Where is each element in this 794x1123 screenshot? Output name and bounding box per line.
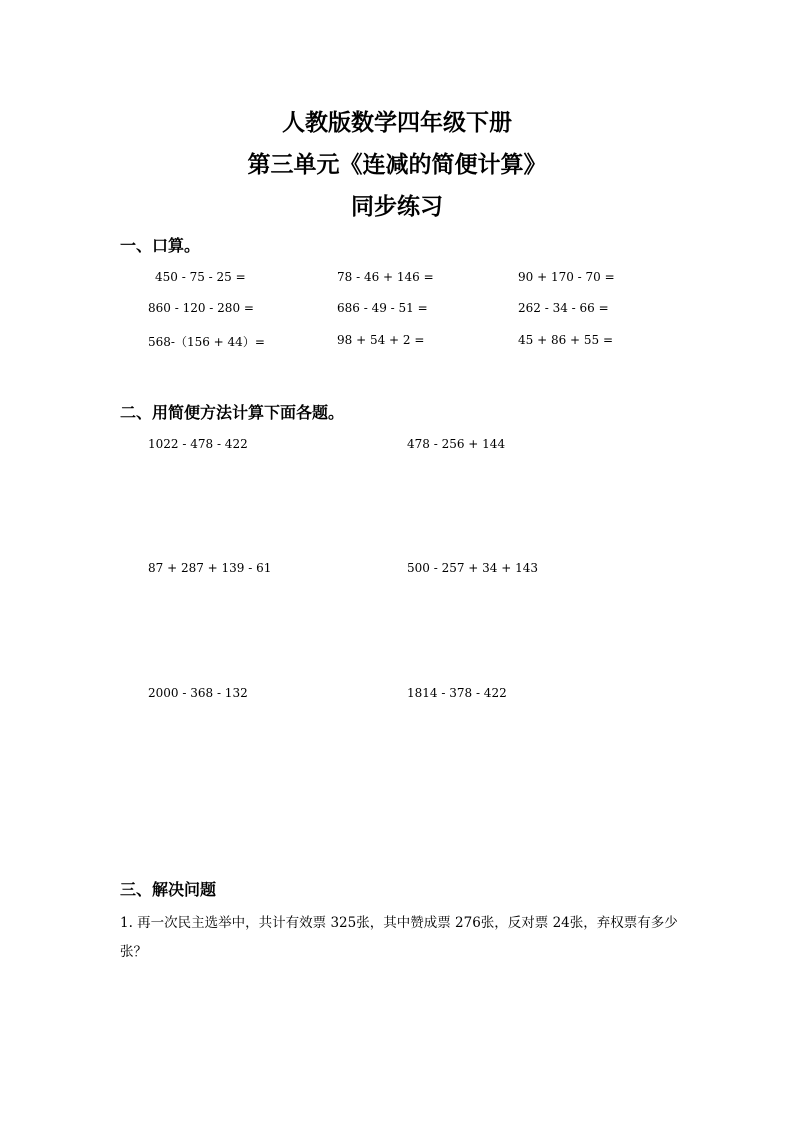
- mental-math-item: 262 - 34 - 66 =: [518, 301, 609, 315]
- simplify-problem: 1814 - 378 - 422: [407, 686, 507, 700]
- worksheet-title: 人教版数学四年级下册: [282, 109, 512, 136]
- section-word-problems-heading: 三、解决问题: [120, 880, 217, 899]
- mental-math-item: 90 + 170 - 70 =: [518, 270, 615, 284]
- unit-title: 第三单元《连减的简便计算》: [247, 151, 547, 178]
- mental-math-item: 568-（156 + 44）=: [148, 335, 265, 349]
- word-problem: 1. 再一次民主选举中，共计有效票 325张，其中赞成票 276张，反对票 24张，弃权票有多少张？: [120, 915, 678, 960]
- mental-math-item: 78 - 46 + 146 =: [337, 270, 434, 284]
- mental-math-item: 98 + 54 + 2 =: [337, 333, 425, 347]
- simplify-problem: 500 - 257 + 34 + 143: [407, 561, 539, 575]
- simplify-problem: 87 + 287 + 139 - 61: [148, 561, 272, 575]
- mental-math-item: 450 - 75 - 25 =: [155, 270, 246, 284]
- simplify-problem: 478 - 256 + 144: [407, 437, 506, 451]
- mental-math-item: 860 - 120 - 280 =: [148, 301, 254, 315]
- mental-math-item: 686 - 49 - 51 =: [337, 301, 428, 315]
- simplify-problem: 2000 - 368 - 132: [148, 686, 248, 700]
- simplify-problem: 1022 - 478 - 422: [148, 437, 248, 451]
- mental-math-item: 45 + 86 + 55 =: [518, 333, 614, 347]
- section-mental-math-heading: 一、口算。: [120, 236, 201, 255]
- exercise-title: 同步练习: [351, 193, 443, 220]
- section-simplify-heading: 二、用简便方法计算下面各题。: [120, 403, 345, 422]
